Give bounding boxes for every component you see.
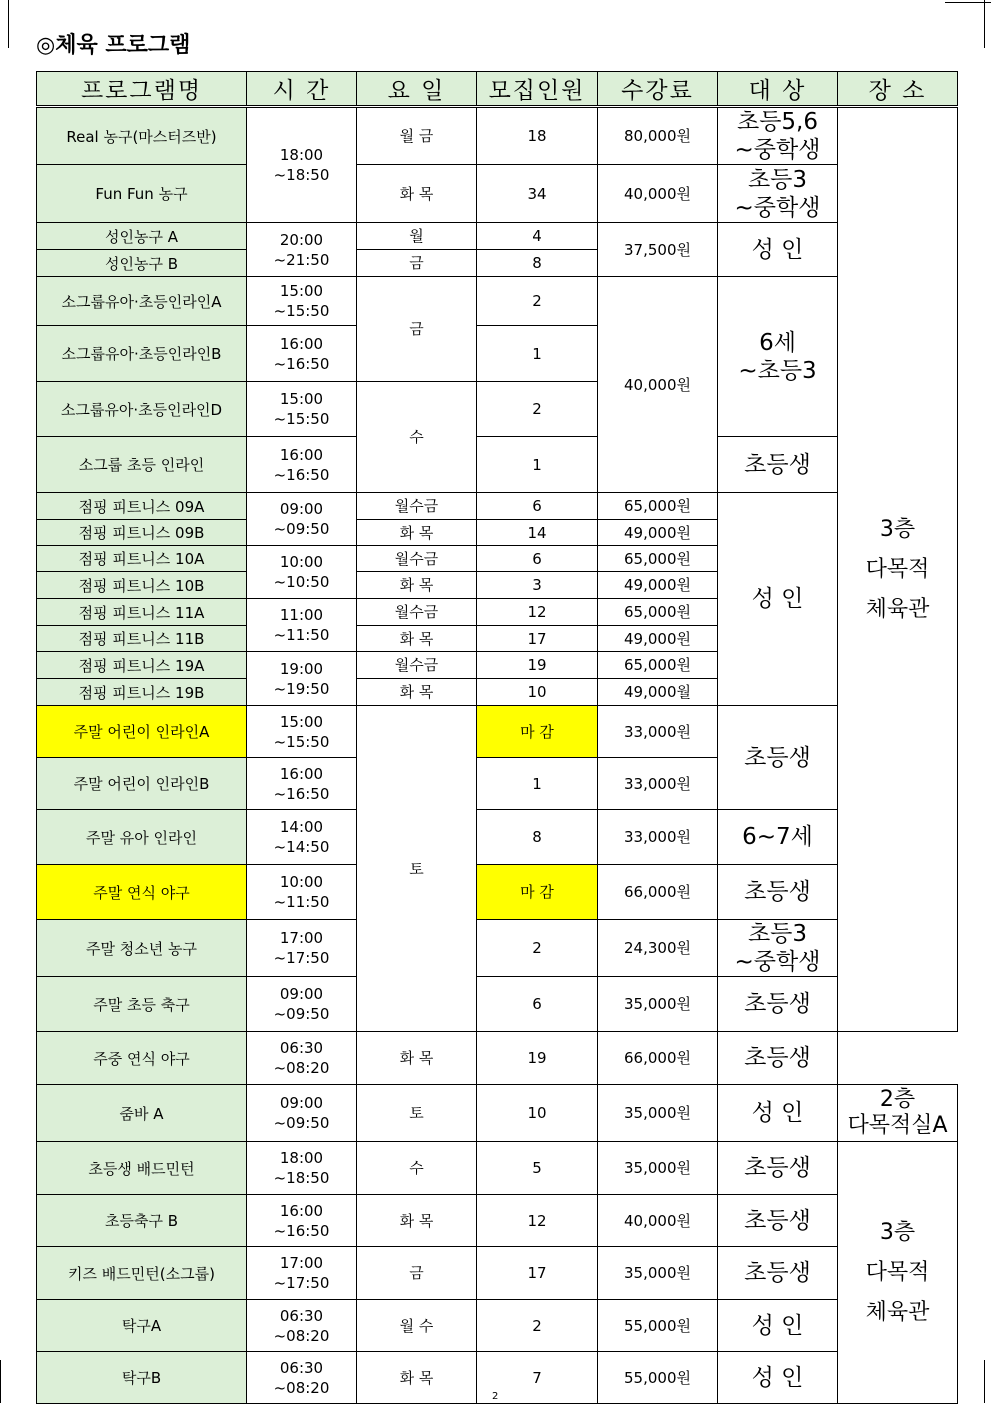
target-cell: 6세 ~초등3 [718, 277, 838, 437]
target-cell: 초등생 [718, 437, 838, 493]
time-cell: 19:00 ~19:50 [247, 652, 357, 706]
program-name: 소그룹 초등 인라인 [37, 437, 247, 493]
target-cell: 초등생 [718, 1247, 838, 1300]
target-cell: 성 인 [718, 1085, 838, 1142]
capacity-cell: 2 [477, 277, 598, 326]
capacity-cell: 17 [477, 626, 598, 652]
capacity-cell: 2 [477, 920, 598, 977]
fee-cell: 55,000원 [598, 1300, 718, 1352]
day-cell: 화 목 [357, 1195, 477, 1247]
fee-cell: 65,000원 [598, 493, 718, 520]
program-name: 탁구B [37, 1352, 247, 1404]
program-name: 성인농구 B [37, 250, 247, 277]
target-cell: 초등생 [718, 706, 838, 810]
program-name: 소그룹유아·초등인라인B [37, 326, 247, 382]
fee-cell: 65,000원 [598, 546, 718, 572]
target-cell: 초등3 ~중학생 [718, 165, 838, 223]
table-row [37, 277, 958, 326]
day-cell: 월 수 [357, 1300, 477, 1352]
program-name: 주말 유아 인라인 [37, 810, 247, 865]
table-row [37, 1195, 958, 1247]
day-cell: 화 목 [357, 679, 477, 706]
capacity-cell: 8 [477, 810, 598, 865]
time-cell: 09:00 ~09:50 [247, 977, 357, 1032]
capacity-cell: 6 [477, 977, 598, 1032]
time-cell: 10:00 ~10:50 [247, 546, 357, 599]
time-cell: 15:00 ~15:50 [247, 277, 357, 326]
capacity-cell: 3 [477, 572, 598, 599]
target-cell: 성 인 [718, 223, 838, 277]
program-name: 주말 초등 축구 [37, 977, 247, 1032]
capacity-cell: 2 [477, 382, 598, 437]
program-name: 점핑 피트니스 09B [37, 520, 247, 546]
capacity-cell: 8 [477, 250, 598, 277]
time-cell: 15:00 ~15:50 [247, 706, 357, 758]
fee-cell: 80,000원 [598, 107, 718, 165]
fee-cell: 24,300원 [598, 920, 718, 977]
fee-cell: 35,000원 [598, 1085, 718, 1142]
fee-cell: 49,000원 [598, 626, 718, 652]
crop-mark-right-top [945, 2, 991, 3]
day-cell: 월 금 [357, 107, 477, 165]
capacity-cell: 1 [477, 437, 598, 493]
day-cell: 금 [357, 250, 477, 277]
target-cell: 초등생 [718, 977, 838, 1032]
time-cell: 06:30 ~08:20 [247, 1300, 357, 1352]
fee-cell: 33,000원 [598, 810, 718, 865]
page-number: 2 [492, 1391, 499, 1402]
target-cell: 6~7세 [718, 810, 838, 865]
table-row [37, 223, 958, 250]
capacity-cell: 12 [477, 1195, 598, 1247]
capacity-cell: 19 [477, 1032, 598, 1085]
crop-mark-bottom-left [0, 1360, 1, 1403]
capacity-cell: 1 [477, 326, 598, 382]
capacity-cell: 5 [477, 1142, 598, 1195]
program-name: 점핑 피트니스 19A [37, 652, 247, 679]
table-row [37, 1247, 958, 1300]
program-name: Fun Fun 농구 [37, 165, 247, 223]
capacity-cell: 7 [477, 1352, 598, 1404]
capacity-cell: 6 [477, 546, 598, 572]
header-fee: 수강료 [598, 72, 718, 107]
place-cell: 2층 다목적실A [838, 1085, 958, 1142]
table-row [37, 1085, 958, 1142]
place-cell: 3층 다목적 체육관 [838, 1142, 958, 1404]
fee-cell: 66,000원 [598, 1032, 718, 1085]
capacity-cell: 10 [477, 1085, 598, 1142]
header-time: 시 간 [247, 72, 357, 107]
time-cell: 09:00 ~09:50 [247, 1085, 357, 1142]
table-row [37, 437, 958, 493]
table-row [37, 706, 958, 758]
day-cell: 수 [357, 1142, 477, 1195]
crop-mark-top-right [984, 0, 985, 48]
fee-cell: 66,000원 [598, 865, 718, 920]
program-name: 초등축구 B [37, 1195, 247, 1247]
fee-cell: 35,000원 [598, 1247, 718, 1300]
program-name: 주말 연식 야구 [37, 865, 247, 920]
target-cell: 초등생 [718, 1142, 838, 1195]
day-cell: 화 목 [357, 572, 477, 599]
fee-cell: 33,000원 [598, 758, 718, 810]
table-row [37, 1142, 958, 1195]
program-name: 줌바 A [37, 1085, 247, 1142]
fee-cell: 37,500원 [598, 223, 718, 277]
program-schedule-table [36, 71, 958, 1404]
day-cell: 화 목 [357, 1352, 477, 1404]
program-name: 키즈 배드민턴(소그룹) [37, 1247, 247, 1300]
program-name: 소그룹유아·초등인라인A [37, 277, 247, 326]
capacity-cell: 19 [477, 652, 598, 679]
program-name: 점핑 피트니스 11B [37, 626, 247, 652]
capacity-cell: 14 [477, 520, 598, 546]
day-cell: 화 목 [357, 520, 477, 546]
table-row [37, 165, 958, 223]
time-cell: 16:00 ~16:50 [247, 1195, 357, 1247]
day-cell: 월 [357, 223, 477, 250]
target-cell: 초등5,6 ~중학생 [718, 107, 838, 165]
day-cell: 화 목 [357, 626, 477, 652]
day-cell: 화 목 [357, 1032, 477, 1085]
crop-mark-top-left [8, 0, 9, 48]
target-cell: 성 인 [718, 493, 838, 706]
program-name: 주말 어린이 인라인B [37, 758, 247, 810]
program-name: 점핑 피트니스 09A [37, 493, 247, 520]
time-cell: 09:00 ~09:50 [247, 493, 357, 546]
target-cell: 성 인 [718, 1352, 838, 1404]
program-name: 성인농구 A [37, 223, 247, 250]
target-cell: 성 인 [718, 1300, 838, 1352]
time-cell: 14:00 ~14:50 [247, 810, 357, 865]
time-cell: 06:30 ~08:20 [247, 1352, 357, 1404]
fee-cell: 35,000원 [598, 977, 718, 1032]
fee-cell: 65,000원 [598, 599, 718, 626]
program-name: 소그룹유아·초등인라인D [37, 382, 247, 437]
day-cell: 월수금 [357, 546, 477, 572]
program-name: 점핑 피트니스 10B [37, 572, 247, 599]
time-cell: 16:00 ~16:50 [247, 437, 357, 493]
fee-cell: 33,000원 [598, 706, 718, 758]
table-row [37, 1300, 958, 1352]
fee-cell: 49,000원 [598, 520, 718, 546]
program-name: 점핑 피트니스 10A [37, 546, 247, 572]
day-cell: 화 목 [357, 165, 477, 223]
time-cell: 16:00 ~16:50 [247, 758, 357, 810]
program-name: 주중 연식 야구 [37, 1032, 247, 1085]
day-cell: 금 [357, 1247, 477, 1300]
capacity-cell: 4 [477, 223, 598, 250]
capacity-cell: 34 [477, 165, 598, 223]
day-cell: 월수금 [357, 493, 477, 520]
capacity-cell: 6 [477, 493, 598, 520]
capacity-cell: 1 [477, 758, 598, 810]
program-name: 점핑 피트니스 11A [37, 599, 247, 626]
time-cell: 20:00 ~21:50 [247, 223, 357, 277]
time-cell: 06:30 ~08:20 [247, 1032, 357, 1085]
time-cell: 11:00 ~11:50 [247, 599, 357, 652]
day-cell: 금 [357, 277, 477, 382]
header-day: 요 일 [357, 72, 477, 107]
table-row [37, 920, 958, 977]
fee-cell: 35,000원 [598, 1142, 718, 1195]
program-name: 점핑 피트니스 19B [37, 679, 247, 706]
header-program-name: 프로그램명 [37, 72, 247, 107]
time-cell: 15:00 ~15:50 [247, 382, 357, 437]
page-title: ◎체육 프로그램 [36, 33, 191, 58]
program-name: Real 농구(마스터즈반) [37, 107, 247, 165]
time-cell: 17:00 ~17:50 [247, 1247, 357, 1300]
fee-cell: 49,000원 [598, 572, 718, 599]
crop-mark-bottom-right [984, 1360, 985, 1403]
header-row [37, 72, 958, 107]
day-cell: 토 [357, 706, 477, 1032]
day-cell: 월수금 [357, 652, 477, 679]
header-place: 장 소 [838, 72, 958, 107]
fee-cell: 40,000원 [598, 277, 718, 493]
fee-cell: 65,000원 [598, 652, 718, 679]
capacity-cell: 2 [477, 1300, 598, 1352]
fee-cell: 49,000월 [598, 679, 718, 706]
table-row [37, 977, 958, 1032]
fee-cell: 40,000원 [598, 1195, 718, 1247]
day-cell: 월수금 [357, 599, 477, 626]
time-cell: 18:00 ~18:50 [247, 107, 357, 223]
capacity-closed-badge: 마 감 [477, 865, 598, 920]
table-row [37, 865, 958, 920]
table-row [37, 493, 958, 520]
time-cell: 10:00 ~11:50 [247, 865, 357, 920]
header-capacity: 모집인원 [477, 72, 598, 107]
header-target: 대 상 [718, 72, 838, 107]
target-cell: 초등생 [718, 1195, 838, 1247]
fee-cell: 55,000원 [598, 1352, 718, 1404]
capacity-cell: 10 [477, 679, 598, 706]
program-name: 탁구A [37, 1300, 247, 1352]
fee-cell: 40,000원 [598, 165, 718, 223]
time-cell: 17:00 ~17:50 [247, 920, 357, 977]
program-name: 주말 청소년 농구 [37, 920, 247, 977]
time-cell: 16:00 ~16:50 [247, 326, 357, 382]
day-cell: 수 [357, 382, 477, 493]
capacity-closed-badge: 마 감 [477, 706, 598, 758]
target-cell: 초등3 ~중학생 [718, 920, 838, 977]
capacity-cell: 18 [477, 107, 598, 165]
program-name: 주말 어린이 인라인A [37, 706, 247, 758]
time-cell: 18:00 ~18:50 [247, 1142, 357, 1195]
capacity-cell: 12 [477, 599, 598, 626]
place-cell: 3층 다목적 체육관 [838, 107, 958, 1032]
table-row [37, 810, 958, 865]
target-cell: 초등생 [718, 865, 838, 920]
table-row [37, 1032, 958, 1085]
capacity-cell: 17 [477, 1247, 598, 1300]
program-name: 초등생 배드민턴 [37, 1142, 247, 1195]
table-row [37, 107, 958, 165]
target-cell: 초등생 [718, 1032, 838, 1085]
day-cell: 토 [357, 1085, 477, 1142]
